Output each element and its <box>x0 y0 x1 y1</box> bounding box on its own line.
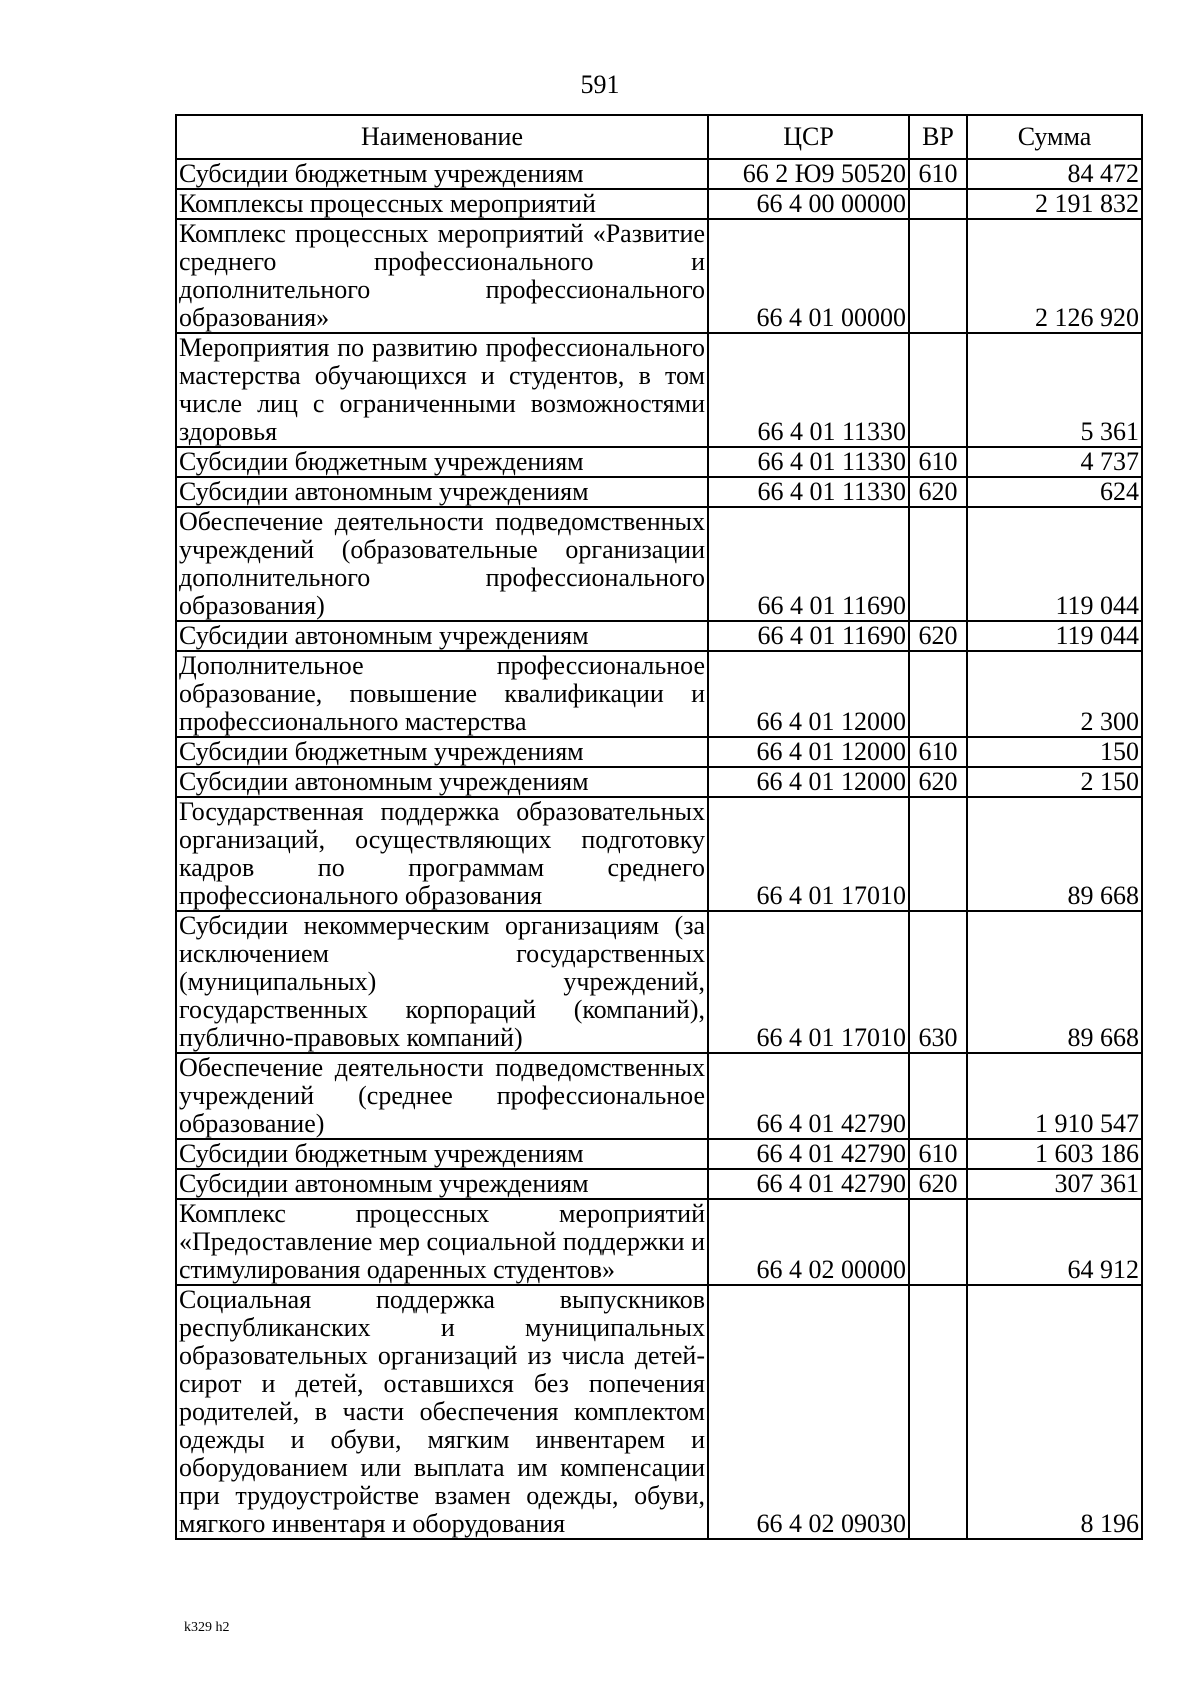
cell-csr: 66 2 Ю9 50520 <box>708 159 909 189</box>
cell-vr: 610 <box>909 447 967 477</box>
header-name: Наименование <box>176 115 708 159</box>
table-row <box>176 737 1142 767</box>
cell-sum: 119 044 <box>967 621 1142 651</box>
cell-sum: 2 150 <box>967 767 1142 797</box>
table-row <box>176 189 1142 219</box>
cell-name: Социальная поддержка выпускников республиканских и муниципальных образовательных организаций из числа детей-сирот и детей, оставшихся без попечения родителей, в части обеспечения комплектом одежды и обуви, мягким инвентарем и оборудованием или выплата им компенсации при трудоустройстве взамен одежды, обуви, мягкого инвентаря и оборудования <box>176 1285 708 1539</box>
cell-sum: 64 912 <box>967 1199 1142 1285</box>
page-number: 591 <box>580 70 620 99</box>
cell-name: Субсидии бюджетным учреждениям <box>176 1139 708 1169</box>
header-csr: ЦСР <box>708 115 909 159</box>
cell-name: Комплекс процессных мероприятий «Развитие среднего профессионального и дополнительного профессионального образования» <box>176 219 708 333</box>
table-row <box>176 1139 1142 1169</box>
cell-vr <box>909 651 967 737</box>
cell-name: Государственная поддержка образовательных организаций, осуществляющих подготовку кадров по программам среднего профессионального образования <box>176 797 708 911</box>
cell-name: Субсидии автономным учреждениям <box>176 1169 708 1199</box>
table-row <box>176 219 1142 333</box>
cell-csr: 66 4 01 12000 <box>708 767 909 797</box>
cell-name: Комплексы процессных мероприятий <box>176 189 708 219</box>
cell-vr: 630 <box>909 911 967 1053</box>
cell-vr: 620 <box>909 767 967 797</box>
cell-sum: 624 <box>967 477 1142 507</box>
cell-csr: 66 4 01 42790 <box>708 1053 909 1139</box>
cell-sum: 4 737 <box>967 447 1142 477</box>
table-body <box>176 159 1142 1539</box>
budget-table <box>175 114 1143 1540</box>
cell-name: Субсидии автономным учреждениям <box>176 767 708 797</box>
cell-vr <box>909 189 967 219</box>
cell-sum: 89 668 <box>967 911 1142 1053</box>
cell-vr <box>909 1053 967 1139</box>
cell-csr: 66 4 00 00000 <box>708 189 909 219</box>
table-row <box>176 507 1142 621</box>
footer-code: k329 h2 <box>184 1620 230 1635</box>
cell-vr: 620 <box>909 477 967 507</box>
cell-sum: 2 191 832 <box>967 189 1142 219</box>
cell-csr: 66 4 01 11690 <box>708 507 909 621</box>
table-row <box>176 1199 1142 1285</box>
cell-sum: 119 044 <box>967 507 1142 621</box>
cell-sum: 2 126 920 <box>967 219 1142 333</box>
cell-sum: 150 <box>967 737 1142 767</box>
cell-vr <box>909 333 967 447</box>
table-row <box>176 911 1142 1053</box>
cell-name: Субсидии бюджетным учреждениям <box>176 737 708 767</box>
cell-csr: 66 4 01 17010 <box>708 911 909 1053</box>
cell-vr <box>909 1285 967 1539</box>
cell-csr: 66 4 01 12000 <box>708 737 909 767</box>
table-row <box>176 1169 1142 1199</box>
cell-csr: 66 4 01 17010 <box>708 797 909 911</box>
cell-vr <box>909 507 967 621</box>
table-row <box>176 477 1142 507</box>
cell-vr: 610 <box>909 159 967 189</box>
cell-name: Субсидии автономным учреждениям <box>176 477 708 507</box>
table-header-row <box>176 115 1142 159</box>
cell-name: Субсидии бюджетным учреждениям <box>176 159 708 189</box>
cell-sum: 1 603 186 <box>967 1139 1142 1169</box>
cell-vr: 610 <box>909 1139 967 1169</box>
table-row <box>176 159 1142 189</box>
table-row <box>176 1285 1142 1539</box>
header-sum: Сумма <box>967 115 1142 159</box>
header-vr: ВР <box>909 115 967 159</box>
cell-sum: 89 668 <box>967 797 1142 911</box>
table-row <box>176 1053 1142 1139</box>
cell-sum: 1 910 547 <box>967 1053 1142 1139</box>
table-row <box>176 651 1142 737</box>
table-row <box>176 621 1142 651</box>
cell-csr: 66 4 01 11330 <box>708 333 909 447</box>
cell-csr: 66 4 01 00000 <box>708 219 909 333</box>
table-row <box>176 447 1142 477</box>
cell-vr <box>909 797 967 911</box>
cell-name: Субсидии некоммерческим организациям (за исключением государственных (муниципальных) учреждений, государственных корпораций (компаний), публично-правовых компаний) <box>176 911 708 1053</box>
cell-name: Обеспечение деятельности подведомственных учреждений (среднее профессиональное образование) <box>176 1053 708 1139</box>
cell-csr: 66 4 02 09030 <box>708 1285 909 1539</box>
cell-vr: 620 <box>909 1169 967 1199</box>
cell-sum: 307 361 <box>967 1169 1142 1199</box>
cell-csr: 66 4 01 42790 <box>708 1139 909 1169</box>
cell-sum: 84 472 <box>967 159 1142 189</box>
cell-csr: 66 4 01 11690 <box>708 621 909 651</box>
cell-vr <box>909 219 967 333</box>
cell-name: Мероприятия по развитию профессионального мастерства обучающихся и студентов, в том числе лиц с ограниченными возможностями здоровья <box>176 333 708 447</box>
cell-sum: 2 300 <box>967 651 1142 737</box>
cell-csr: 66 4 01 12000 <box>708 651 909 737</box>
cell-vr: 610 <box>909 737 967 767</box>
cell-name: Обеспечение деятельности подведомственных учреждений (образовательные организации дополнительного профессионального образования) <box>176 507 708 621</box>
table-row <box>176 797 1142 911</box>
cell-sum: 5 361 <box>967 333 1142 447</box>
cell-sum: 8 196 <box>967 1285 1142 1539</box>
cell-csr: 66 4 01 42790 <box>708 1169 909 1199</box>
cell-vr <box>909 1199 967 1285</box>
table-row <box>176 767 1142 797</box>
cell-name: Дополнительное профессиональное образование, повышение квалификации и профессионального мастерства <box>176 651 708 737</box>
cell-name: Комплекс процессных мероприятий «Предоставление мер социальной поддержки и стимулирования одаренных студентов» <box>176 1199 708 1285</box>
table-row <box>176 333 1142 447</box>
cell-vr: 620 <box>909 621 967 651</box>
cell-name: Субсидии автономным учреждениям <box>176 621 708 651</box>
cell-csr: 66 4 02 00000 <box>708 1199 909 1285</box>
cell-csr: 66 4 01 11330 <box>708 477 909 507</box>
cell-csr: 66 4 01 11330 <box>708 447 909 477</box>
cell-name: Субсидии бюджетным учреждениям <box>176 447 708 477</box>
